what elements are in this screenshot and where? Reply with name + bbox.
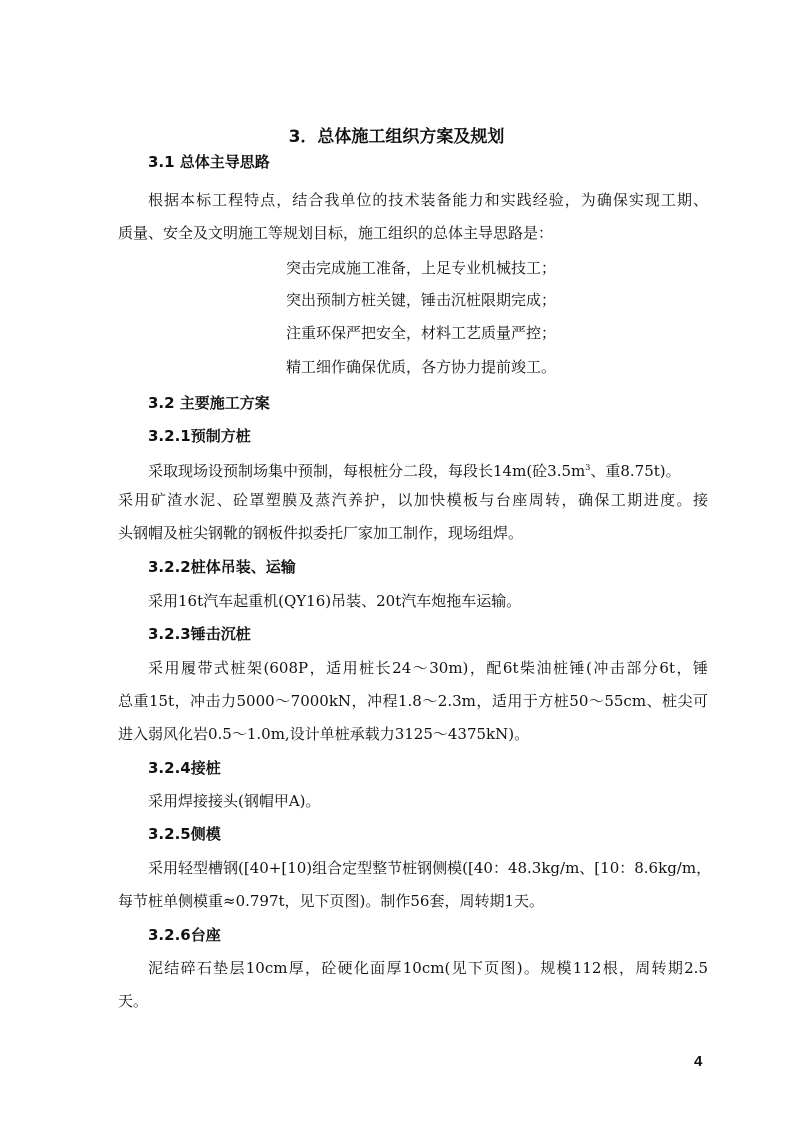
quote-line: 精工细作确保优质，各方协力提前竣工。: [286, 358, 557, 376]
superscript: 3: [585, 463, 591, 472]
page-number: 4: [694, 1053, 703, 1070]
paragraph-line: 采用焊接接头(钢帽甲A)。: [148, 792, 321, 810]
heading-3-2: 3.2 主要施工方案: [148, 394, 270, 412]
paragraph-line: 质量、安全及文明施工等规划目标，施工组织的总体主导思路是：: [118, 224, 554, 242]
paragraph-line: 采用16t汽车起重机(QY16)吊装、20t汽车炮拖车运输。: [148, 592, 522, 610]
heading-3-2-3: 3.2.3锤击沉桩: [148, 625, 251, 643]
paragraph-line: 总重15t，冲击力5000～7000kN，冲程1.8～2.3m，适用于方桩50～55cm、桩尖可: [118, 692, 708, 710]
text: 、重8.75t)。: [590, 462, 681, 480]
heading-3-1: 3.1 总体主导思路: [148, 153, 270, 171]
section-title: 3．总体施工组织方案及规划: [288, 127, 505, 147]
heading-3-2-6: 3.2.6台座: [148, 926, 221, 944]
heading-3-2-5: 3.2.5侧模: [148, 825, 221, 843]
heading-3-2-1: 3.2.1预制方桩: [148, 427, 251, 445]
paragraph-line: 头钢帽及桩尖钢靴的钢板件拟委托厂家加工制作，现场组焊。: [118, 524, 524, 542]
paragraph-line: 每节桩单侧模重≈0.797t，见下页图)。制作56套，周转期1天。: [118, 892, 545, 910]
heading-3-2-4: 3.2.4接桩: [148, 759, 221, 777]
paragraph-line: [148, 458, 681, 481]
paragraph-line: 根据本标工程特点，结合我单位的技术装备能力和实践经验，为确保实现工期、: [148, 191, 708, 209]
quote-line: 突击完成施工准备，上足专业机械技工；: [286, 259, 557, 277]
paragraph-line: 采用轻型槽钢([40+[10)组合定型整节桩钢侧模([40：48.3kg/m、[10：8.6kg/m，: [148, 859, 712, 877]
quote-line: 注重环保严把安全，材料工艺质量严控；: [286, 324, 557, 342]
paragraph-line: 泥结碎石垫层10cm厚，砼硬化面厚10cm(见下页图)。规模112根，周转期2.5: [148, 959, 708, 977]
paragraph-line: 进入弱风化岩0.5～1.0m,设计单桩承载力3125～4375kN)。: [118, 725, 530, 743]
paragraph-line: 采用矿渣水泥、砼罩塑膜及蒸汽养护，以加快模板与台座周转，确保工期进度。接: [118, 491, 708, 509]
quote-line: 突出预制方桩关键，锤击沉桩限期完成；: [286, 291, 557, 309]
paragraph-line: 采用履带式桩架(608P，适用桩长24～30m)，配6t柴油桩锤(冲击部分6t，锤: [148, 659, 708, 677]
text: 采取现场设预制场集中预制，每根桩分二段，每段长14m(砼3.5m: [148, 462, 586, 480]
heading-3-2-2: 3.2.2桩体吊装、运输: [148, 558, 296, 576]
paragraph-line: 天。: [118, 992, 149, 1010]
